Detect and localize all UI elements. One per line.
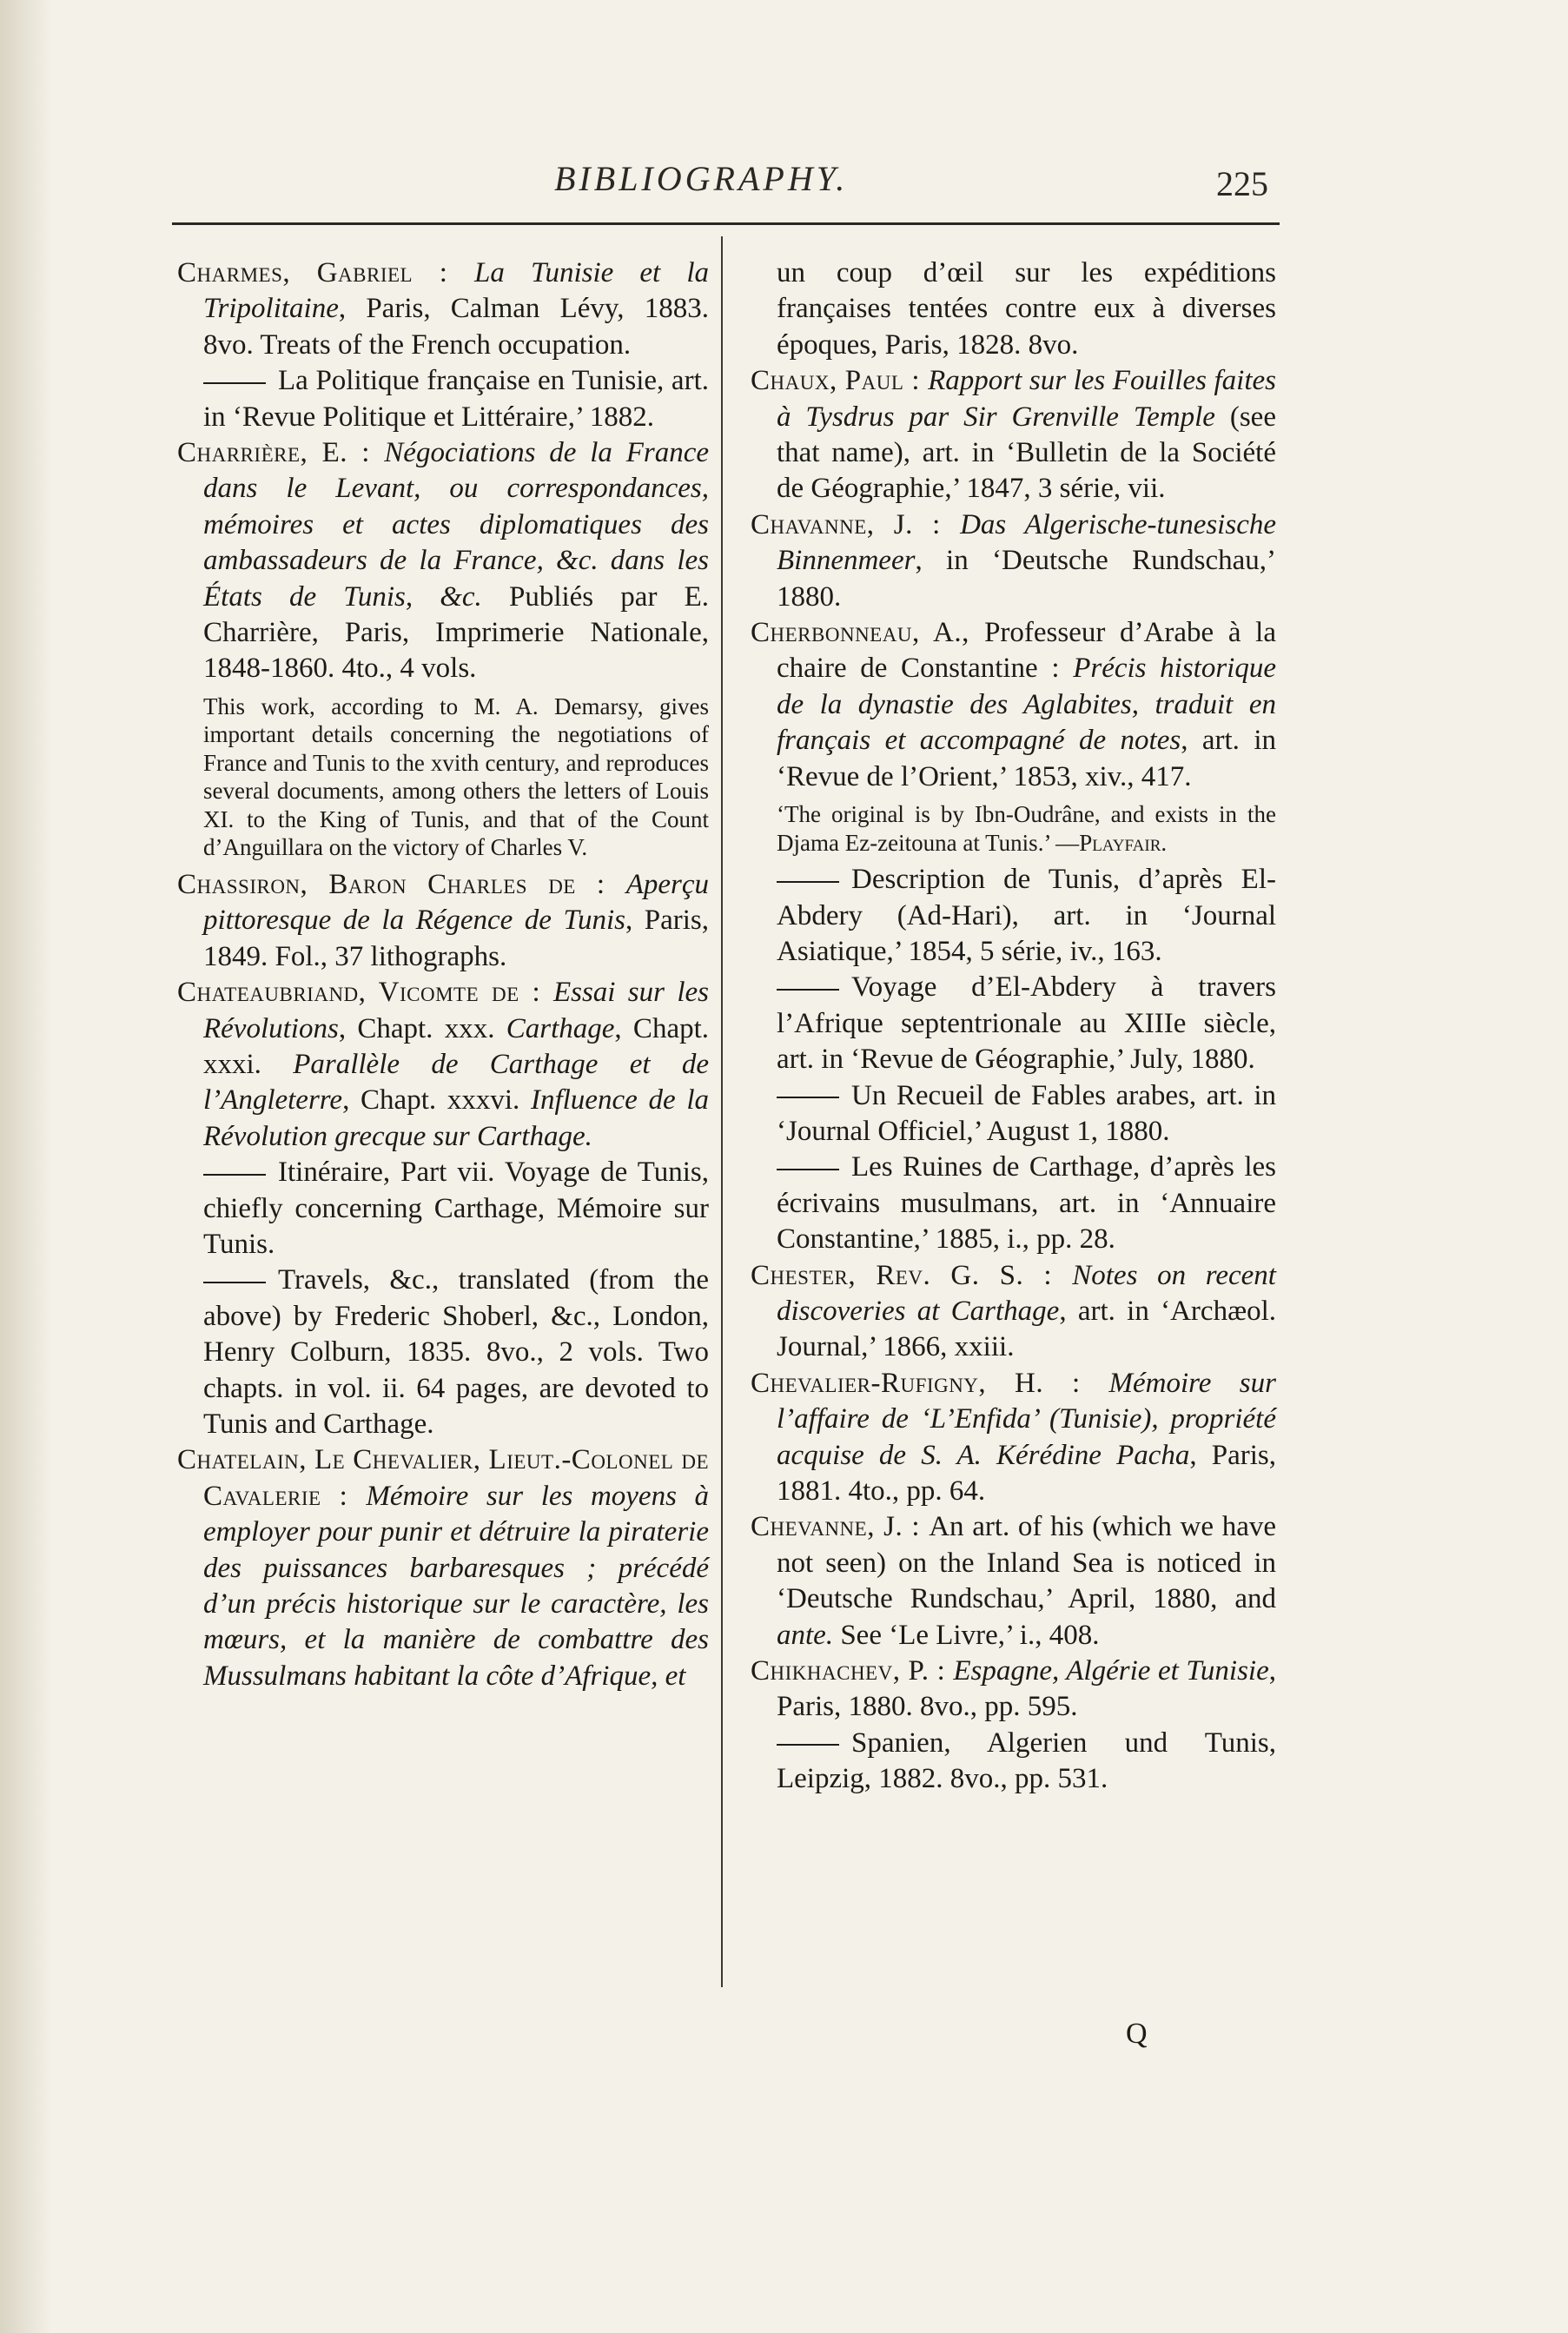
entry-text: An art. of his (which we have not seen) on the Inland Sea is noticed in ‘Deutsche Rundschau,’ April, 1880, and [777,1511,1276,1615]
entry-title: Mémoire sur les moyens à employer pour punir et détruire la piraterie des puissances barbaresques ; précédé d’un précis historique sur le caractère, les mœurs, et la manière de combattre des Mussulmans habitant la côte d’Afrique, et [203,1480,709,1692]
entry-title: Mémoire sur l’affaire de ‘L’Enfida’ (Tunisie), propriété acquise de S. A. Kérédine Pacha [777,1367,1276,1471]
page-number: 225 [1216,164,1268,203]
entry-text: Professeur d’Arabe à la chaire de Constantine : [777,617,1276,685]
bibliography-note [777,800,1276,857]
note-text: ‘The original is by Ibn-Oudrâne, and exists in the Djama Ez-zeitouna at Tunis.’ — [777,801,1276,856]
ditto-dash [777,989,839,991]
entry-title: Rapport sur les Fouilles faites à Tysdrus par Sir Grenville Temple [777,365,1276,433]
entry-text: , Part vii. [382,1157,505,1189]
entry-text: , art. in ‘Annuaire Constantine,’ 1885, i., pp. 28. [777,1187,1276,1256]
bibliography-entry [177,1442,709,1694]
bibliography-entry [177,435,709,687]
entry-text: , Chapt. xxx. [338,1012,506,1044]
entry-text: , Leipzig, 1882. 8vo., pp. 531. [777,1727,1276,1795]
entry-text: , Paris, 1880. 8vo., pp. 595. [777,1655,1276,1723]
entry-title: Négociations de la France dans le Levant, ou correspondances, mémoires et actes diplomatiques des ambassadeurs de la France, &c. dans les États de Tunis, &c. [203,437,710,613]
entry-author: Chaux, Paul : [751,365,929,397]
bibliography-subentry [751,862,1276,970]
column-divider [721,236,723,1987]
entry-text: , Paris, 1881. 4to., pp. 64. [777,1439,1277,1507]
entry-title: Itinéraire [278,1157,383,1189]
entry-text: Publiés par E. Charrière, Paris, Imprimerie Nationale, 1848-1860. 4to., 4 vols. [203,580,709,685]
bibliography-entry [751,1258,1276,1366]
bibliography-entry [177,975,709,1155]
bibliography-entry [177,867,709,975]
entry-title: La Tunisie et la Tripolitaine [203,257,709,325]
bibliography-subentry [751,1726,1276,1798]
entry-author: Chevalier-Rufigny, H. : [751,1367,1109,1399]
ditto-dash [777,1169,839,1170]
entry-author: Chatelain, Le Chevalier, Lieut.-Colonel de Cavalerie : [177,1444,709,1512]
right-column [751,255,1276,1798]
bibliography-entry-continuation [751,255,1276,363]
bibliography-note [203,693,709,862]
entry-text: , art. in ‘Revue de l’Orient,’ 1853, xiv., 417. [777,725,1276,792]
note-attribution: Playfair. [1079,829,1168,856]
entry-text: , art. in ‘Revue Politique et Littéraire,’ 1882. [203,365,709,433]
entry-author: Cherbonneau, A., [751,617,985,649]
entry-title: Influence de la Révolution grecque sur Carthage. [203,1084,709,1152]
entry-title: Carthage [506,1012,615,1044]
entry-author: Chateaubriand, Vicomte de : [177,977,553,1009]
entry-author: Charmes, Gabriel : [177,257,474,288]
entry-text: , translated (from the above) by Frederic Shoberl, &c., London, Henry Colburn, 1835. 8vo., 2 vols. Two chapts. in vol. ii. 64 pages, are devoted to Tunis and Carthage. [203,1264,710,1440]
entry-title: La Politique française en Tunisie [278,365,658,397]
entry-text: , Chapt. xxxvi. [342,1084,531,1117]
entry-title: Voyage d’El-Abdery à travers l’Afrique septentrionale au XIIIe siècle [777,971,1276,1039]
entry-title: Essai sur les Révolutions [203,977,709,1044]
entry-author: Chevanne, J. : [751,1511,930,1543]
entry-title: Espagne, Algérie et Tunisie [953,1655,1269,1687]
bibliography-subentry [751,1150,1276,1257]
bibliography-subentry [177,1155,709,1263]
bibliography-subentry [751,1078,1276,1150]
ditto-dash [777,1097,839,1098]
entry-title: Parallèle de Carthage et de l’Angleterre [203,1048,709,1117]
bibliography-subentry [751,970,1276,1077]
bibliography-subentry [177,363,709,435]
entry-text: , art. in ‘Archæol. Journal,’ 1866, xxiii. [777,1295,1276,1363]
entry-title: ante. [777,1619,834,1651]
bibliography-entry [751,1654,1276,1726]
entry-author: Charrière, E. : [177,437,385,469]
ditto-dash [777,1744,839,1746]
page-header [0,155,1568,215]
entry-title: un coup d’œil sur les expéditions françaises tentées contre eux à diverses époques [777,257,1276,361]
ditto-dash [203,1174,266,1176]
bibliography-entry [751,615,1276,795]
bibliography-subentry [177,1263,709,1442]
entry-text: , Paris, Calman Lévy, 1883. 8vo. Treats of the French occupation. [203,293,709,361]
ditto-dash [203,1282,266,1283]
entry-text: , Chapt. xxxi. [203,1012,710,1080]
page-gutter-shadow [0,0,52,2333]
entry-text: , in ‘Deutsche Rundschau,’ 1880. [777,545,1276,613]
note-text: This work, according to M. A. Demarsy, gives important details concerning the negotiations of France and Tunis to the xvith century, and reproduces several documents, among others the letters of Louis XI. to the King of Tunis, and that of the Count d’Anguillara on the victory of Charles V. [203,693,709,861]
entry-title: Les Ruines de Carthage, d’après les écrivains musulmans [777,1151,1276,1219]
bibliography-entry [751,507,1276,615]
entry-text: (see that name), art. in ‘Bulletin de la Société de Géographie,’ 1847, 3 série, vii. [777,401,1276,505]
entry-author: Chikhachev, P. : [751,1655,954,1687]
entry-title: Notes on recent discoveries at Carthage [777,1259,1276,1327]
entry-title: Spanien, Algerien und Tunis [851,1727,1269,1759]
entry-title: Un Recueil de Fables arabes [851,1079,1189,1111]
header-rule [172,222,1280,225]
bibliography-entry [751,1509,1276,1654]
entry-title: Description de Tunis, d’après El-Abdery (Ad-Hari) [777,864,1276,931]
entry-text: , chiefly concerning Carthage, [203,1157,709,1224]
entry-text: See ‘Le Livre,’ i., 408. [833,1619,1100,1651]
ditto-dash [777,881,839,883]
entry-title: Aperçu pittoresque de la Régence de Tunis [203,868,709,937]
bibliography-entry [177,255,709,363]
entry-text: , art. in ‘Journal Officiel,’ August 1, 1880. [777,1079,1276,1147]
entry-title: Mémoire sur Tunis. [203,1192,709,1260]
entry-text: , Paris, 1849. Fol., 37 lithographs. [203,905,709,972]
entry-author: Chavanne, J. : [751,508,961,540]
entry-author: Chester, Rev. G. S. : [751,1259,1073,1291]
entry-title: Voyage de Tunis [504,1157,702,1189]
signature-mark: Q [1126,2018,1148,2050]
entry-text: , Paris, 1828. 8vo. [870,328,1079,361]
bibliography-entry [751,363,1276,507]
entry-author: Chassiron, Baron Charles de : [177,868,626,900]
running-title: BIBLIOGRAPHY. [554,159,849,198]
bibliography-entry [751,1366,1276,1510]
entry-title: Précis historique de la dynastie des Aglabites, traduit en français et accompagné de notes [777,653,1276,757]
left-column [177,255,709,1694]
entry-text: , art. in ‘Journal Asiatique,’ 1854, 5 série, iv., 163. [777,899,1277,967]
entry-text: , art. in ‘Revue de Géographie,’ July, 1880. [777,1007,1276,1076]
entry-title: Das Algerische-tunesische Binnenmeer [777,508,1276,577]
entry-title: Travels, &c. [278,1264,432,1296]
ditto-dash [203,382,266,384]
